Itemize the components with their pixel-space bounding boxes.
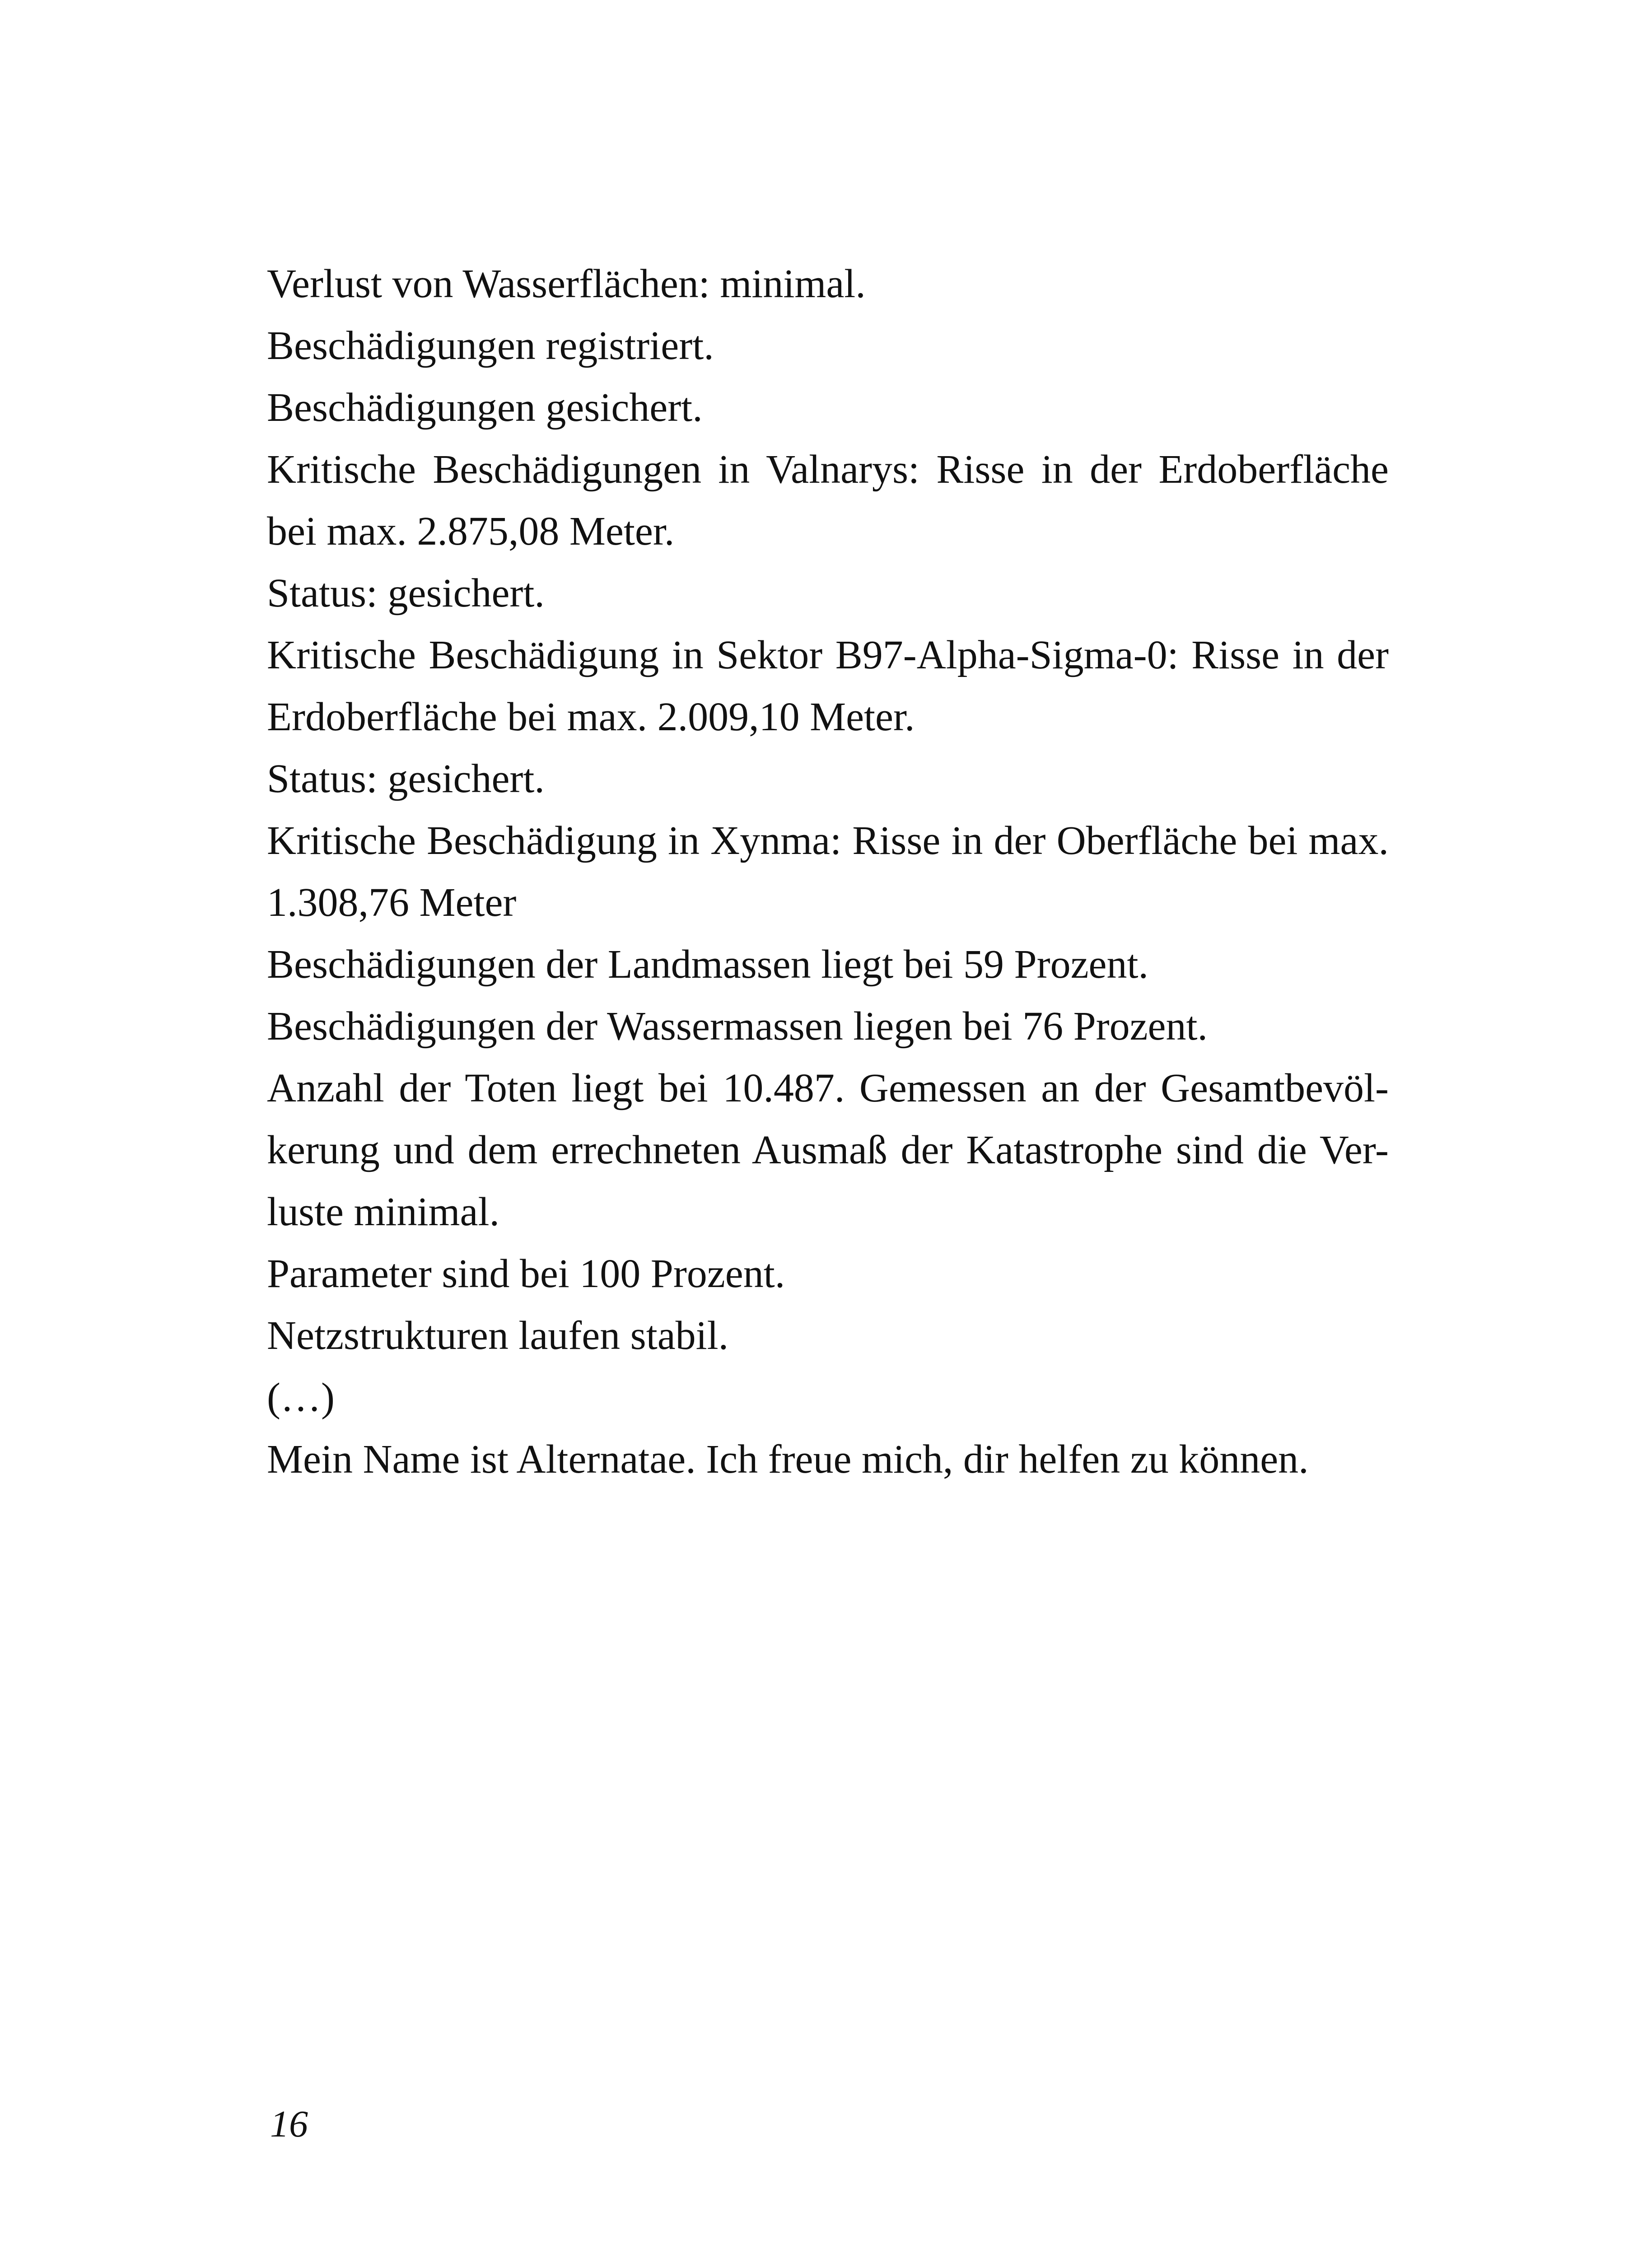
- text-line: kerung und dem errechneten Ausmaß der Katastrophe sind die Ver-: [267, 1128, 1389, 1172]
- text-line: Beschädigungen der Landmassen liegt bei 59 Prozent.: [267, 942, 1148, 987]
- text-line: bei max. 2.875,08 Meter.: [267, 509, 675, 554]
- body-text: [267, 253, 1389, 1490]
- text-line: luste minimal.: [267, 1190, 499, 1234]
- page-number: 16: [270, 2103, 308, 2145]
- text-line: Kritische Beschädigungen in Valnarys: Risse in der Erdoberfläche: [267, 447, 1389, 492]
- text-line: Erdoberfläche bei max. 2.009,10 Meter.: [267, 695, 915, 739]
- text-line: Netzstrukturen laufen stabil.: [267, 1313, 729, 1358]
- text-line: (…): [267, 1375, 335, 1420]
- text-line: Beschädigungen registriert.: [267, 323, 714, 368]
- text-line: Mein Name ist Alternatae. Ich freue mich, dir helfen zu können.: [267, 1437, 1309, 1482]
- text-line: Beschädigungen gesichert.: [267, 385, 703, 430]
- text-line: Anzahl der Toten liegt bei 10.487. Gemessen an der Gesamtbevöl-: [267, 1066, 1389, 1110]
- text-line: Status: gesichert.: [267, 571, 545, 616]
- text-line: Verlust von Wasserflächen: minimal.: [267, 261, 866, 306]
- text-line: Parameter sind bei 100 Prozent.: [267, 1251, 785, 1296]
- text-line: Status: gesichert.: [267, 756, 545, 801]
- text-line: Kritische Beschädigung in Xynma: Risse in der Oberfläche bei max.: [267, 818, 1389, 863]
- text-line: Beschädigungen der Wassermassen liegen bei 76 Prozent.: [267, 1004, 1208, 1049]
- text-line: Kritische Beschädigung in Sektor B97-Alpha-Sigma-0: Risse in der: [267, 633, 1389, 677]
- text-line: 1.308,76 Meter: [267, 880, 517, 925]
